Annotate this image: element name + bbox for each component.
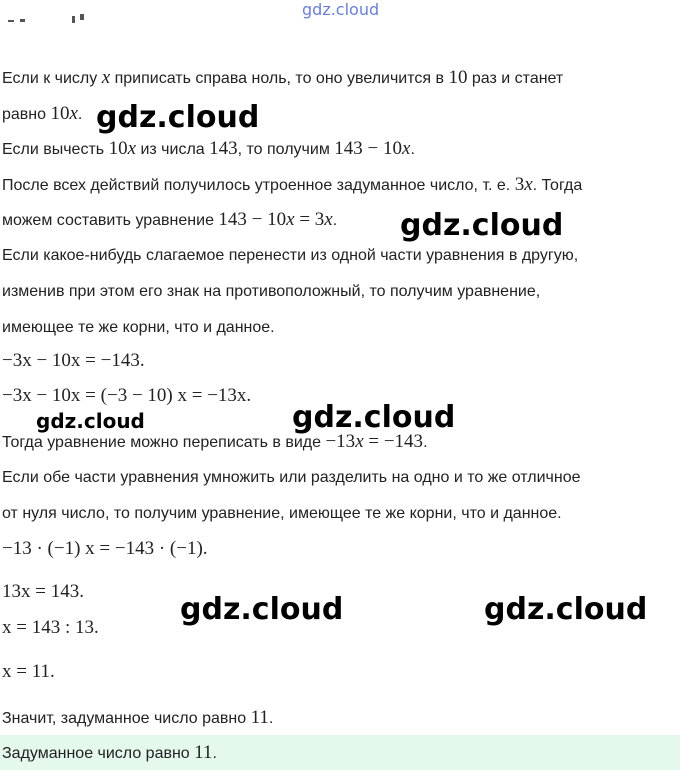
equation-4: 13x = 143.: [2, 581, 84, 602]
watermark: gdz.cloud: [400, 208, 564, 243]
watermark: gdz.cloud: [292, 400, 456, 435]
paragraph-2: [2, 139, 415, 160]
text: Тогда уравнение можно переписать в виде: [2, 434, 326, 451]
math-var: x: [524, 174, 533, 195]
paragraph-1-line-2: [2, 104, 82, 125]
math-var: x: [127, 138, 136, 159]
math-var: x: [402, 138, 411, 159]
top-watermark: gdz.cloud: [302, 0, 380, 19]
paragraph-3-line-2: [2, 210, 337, 231]
math-number: 143: [209, 138, 238, 159]
watermark: gdz.cloud: [36, 409, 145, 433]
math-number: 10: [50, 103, 70, 124]
text: После всех действий получилось утроенное задуманное число, т. е.: [2, 177, 515, 194]
text: .: [410, 141, 415, 158]
watermark: gdz.cloud: [484, 592, 648, 627]
math-expr: 143 − 10: [334, 138, 402, 159]
paragraph-4-line-2: изменив при этом его знак на противоположный, то получим уравнение,: [2, 283, 541, 300]
answer-box: [0, 735, 680, 770]
math-var: x: [355, 431, 364, 452]
math-var: x: [324, 209, 333, 230]
cropped-text-fragment: [6, 6, 88, 24]
text: Если вычесть: [2, 141, 109, 158]
text: Значит, задуманное число равно: [2, 710, 251, 727]
text: .: [332, 212, 338, 229]
math-var: x: [69, 103, 78, 124]
paragraph-4-line-1: Если какое-нибудь слагаемое перенести из одной части уравнения в другую,: [2, 247, 579, 264]
text: , то получим: [237, 141, 335, 158]
math-number: 10: [108, 138, 128, 159]
text: Задуманное число равно: [2, 745, 195, 762]
math-number: 11: [194, 742, 213, 763]
text: .: [212, 745, 217, 762]
math-var: x: [286, 209, 295, 230]
paragraph-3-line-1: [2, 175, 582, 196]
math-number: 11: [250, 707, 269, 728]
math-expr: 143 − 10: [218, 209, 287, 230]
text: приписать справа ноль, то оно увеличится в: [110, 70, 449, 87]
equation-2: −3x − 10x = (−3 − 10) x = −13x.: [2, 385, 252, 406]
math-number: 10: [448, 67, 468, 88]
text: .: [423, 434, 428, 451]
watermark: gdz.cloud: [180, 592, 344, 627]
text: можем составить уравнение: [2, 212, 219, 229]
paragraph-5: [2, 432, 428, 453]
paragraph-6-line-1: Если обе части уравнения умножить или разделить на одно и то же отличное: [2, 469, 581, 486]
answer-text: [2, 743, 217, 764]
watermark: gdz.cloud: [96, 100, 260, 135]
equation-1: −3x − 10x = −143.: [2, 350, 145, 371]
text: . Тогда: [532, 177, 583, 194]
math-var: x: [101, 67, 111, 88]
equation-3: −13 · (−1) x = −143 · (−1).: [2, 538, 208, 559]
math-number: 3: [514, 174, 525, 195]
math-expr: −13: [325, 431, 356, 452]
paragraph-7: [2, 708, 273, 729]
equation-6: x = 11.: [2, 661, 55, 682]
math-expr: = 3: [294, 209, 325, 230]
equation-5: x = 143 : 13.: [2, 617, 99, 638]
paragraph-6-line-2: от нуля число, то получим уравнение, имеющее те же корни, что и данное.: [2, 505, 562, 522]
text: .: [268, 710, 274, 727]
text: .: [77, 106, 83, 123]
text: из числа: [136, 141, 210, 158]
math-expr: = −143: [363, 431, 424, 452]
text: равно: [2, 106, 51, 123]
text: Если к числу: [2, 70, 102, 87]
text: раз и станет: [467, 70, 564, 87]
paragraph-4-line-3: имеющее те же корни, что и данное.: [2, 319, 275, 336]
paragraph-1-line-1: [2, 68, 563, 89]
